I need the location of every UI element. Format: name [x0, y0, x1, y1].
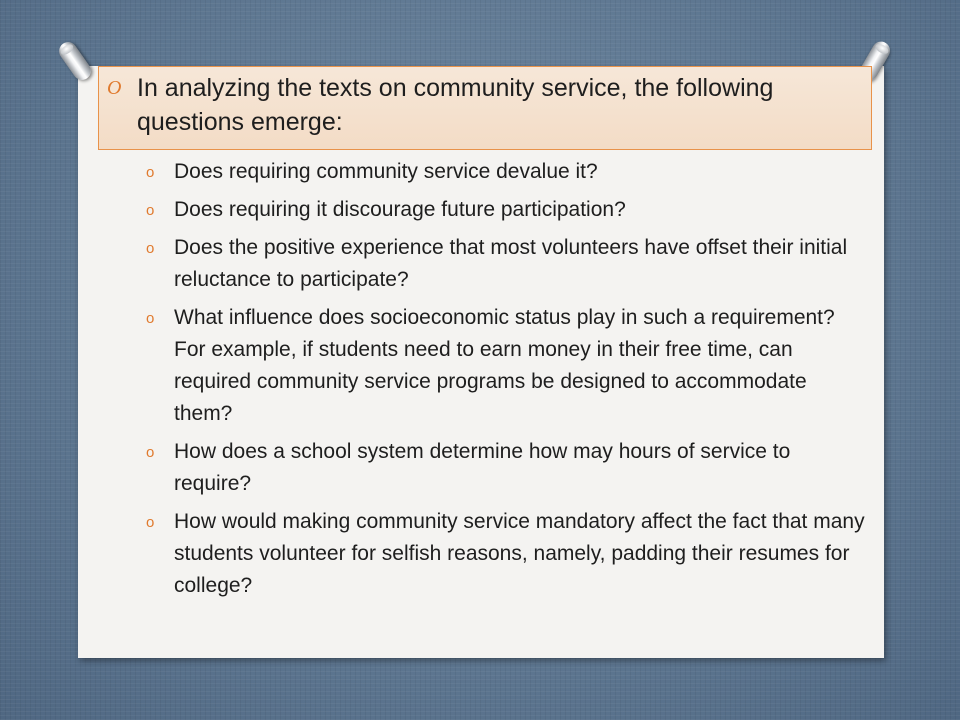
question-item [146, 506, 866, 602]
question-item [146, 232, 866, 296]
bullet-circle-icon: o [146, 240, 155, 257]
question-text: How would making community service mandatory affect the fact that many students volunteer for selfish reasons, namely, padding their resumes for college? [174, 510, 865, 597]
question-text: What influence does socioeconomic status play in such a requirement? For example, if students need to earn money in their free time, can required community service programs be designed to accommodate them? [174, 306, 835, 425]
slide-title: In analyzing the texts on community service, the following questions emerge: [137, 74, 774, 136]
question-item [146, 302, 866, 430]
bullet-circle-icon: o [146, 310, 155, 327]
question-item [146, 436, 866, 500]
title-bullet-icon: O [107, 77, 122, 99]
question-text: Does requiring community service devalue it? [174, 160, 598, 183]
title-box [98, 66, 872, 150]
bullet-circle-icon: o [146, 514, 155, 531]
bullet-circle-icon: o [146, 202, 155, 219]
bullet-circle-icon: o [146, 164, 155, 181]
question-text: Does requiring it discourage future participation? [174, 198, 626, 221]
left-pushpin-icon [56, 39, 95, 84]
question-item [146, 156, 866, 188]
question-list [146, 150, 866, 602]
question-item [146, 194, 866, 226]
question-text: How does a school system determine how may hours of service to require? [174, 440, 791, 495]
question-text: Does the positive experience that most volunteers have offset their initial reluctance to participate? [174, 236, 848, 291]
bullet-circle-icon: o [146, 444, 155, 461]
